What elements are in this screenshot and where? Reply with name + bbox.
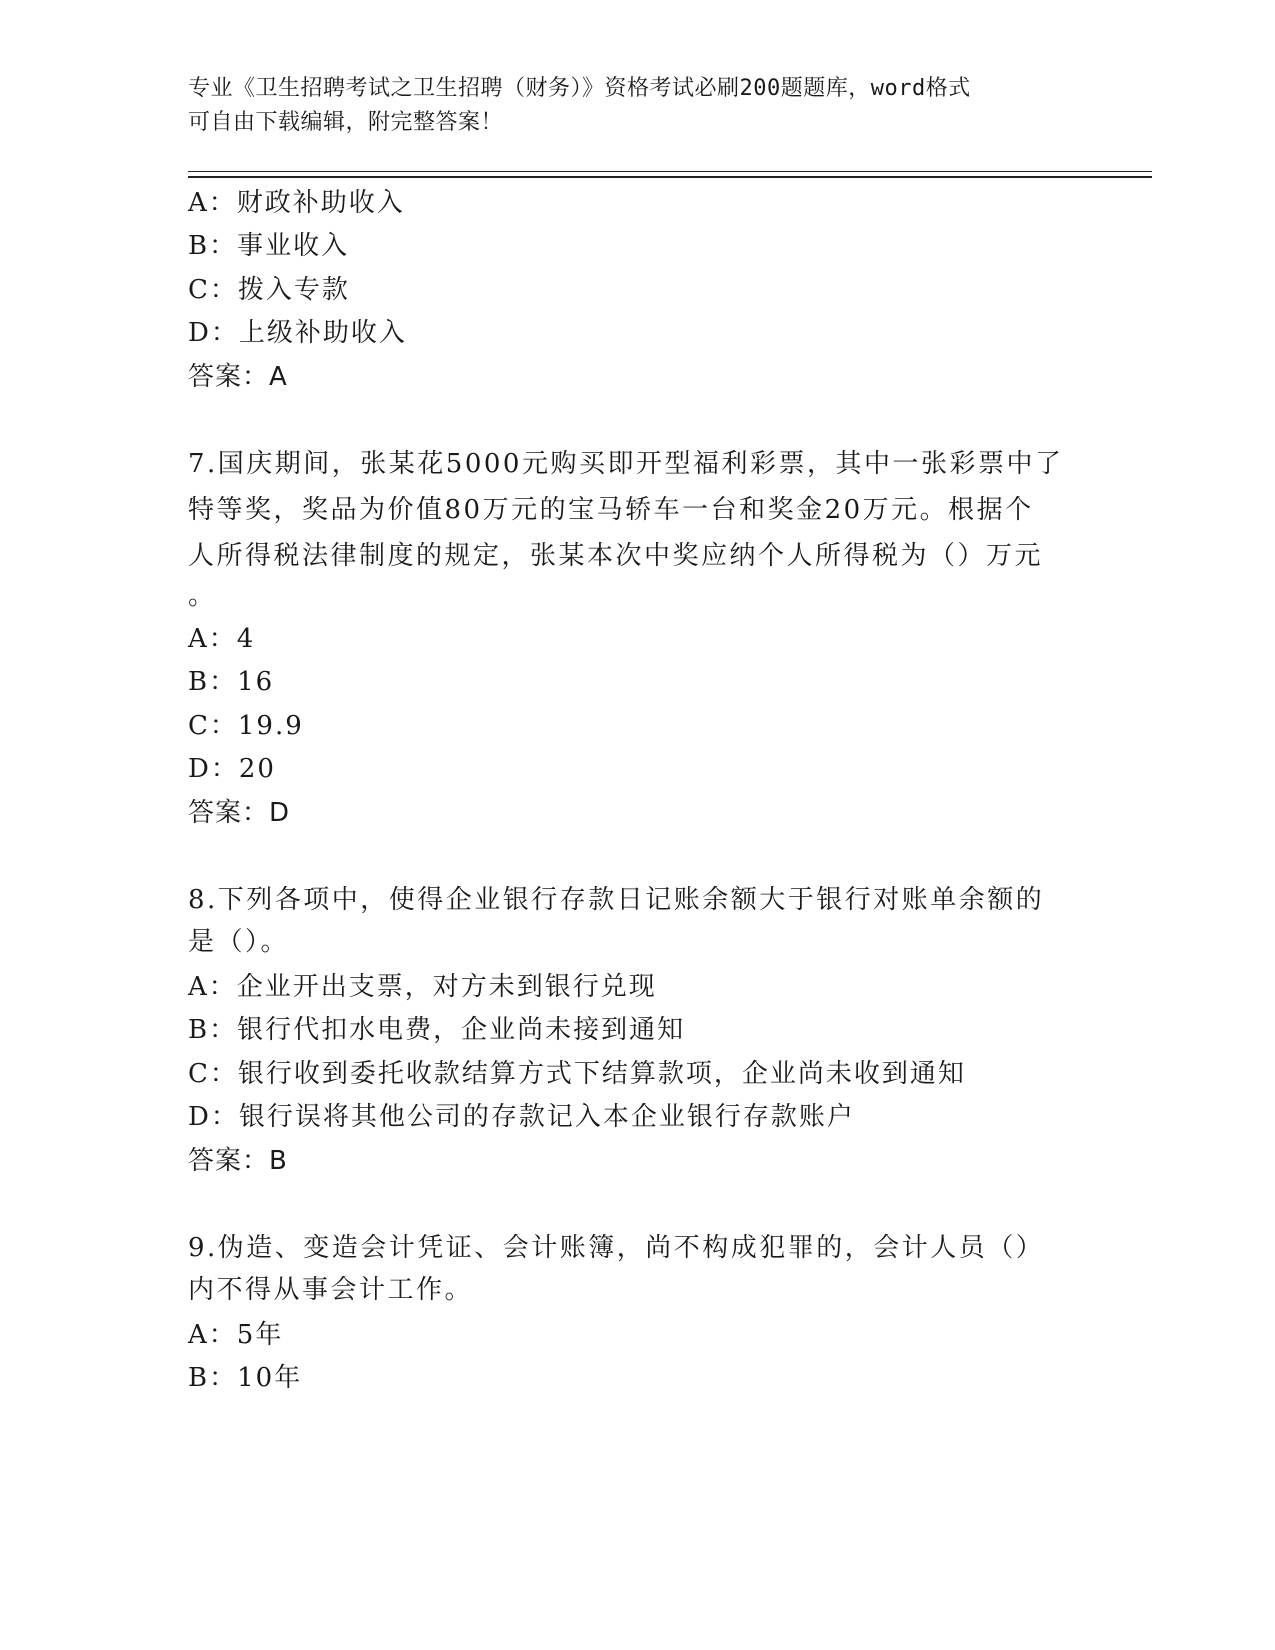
q7-stem-line-4: 。 [188, 581, 217, 611]
document-header [188, 72, 1068, 140]
q6-option-c: C：拨入专款 [188, 275, 350, 305]
q6-option-a: A：财政补助收入 [188, 188, 405, 218]
q7-option-b: B：16 [188, 667, 275, 697]
q7-option-a: A：4 [188, 624, 256, 654]
q7-stem-line-2: 特等奖，奖品为价值80万元的宝马轿车一台和奖金20万元。根据个 [188, 495, 1034, 525]
q7-answer: 答案：D [188, 798, 291, 828]
q7-stem-line-3: 人所得税法律制度的规定，张某本次中奖应纳个人所得税为（）万元 [188, 541, 1044, 571]
q8-stem [188, 877, 1068, 961]
q9-option-a: A：5年 [188, 1320, 284, 1350]
header-divider-top [188, 171, 1152, 172]
q8-option-b: B：银行代扣水电费，企业尚未接到通知 [188, 1015, 686, 1045]
q7-stem [188, 441, 1068, 613]
q8-option-a: A：企业开出支票，对方未到银行兑现 [188, 972, 657, 1002]
q8-answer: 答案：B [188, 1146, 288, 1176]
q9-option-b: B：10年 [188, 1363, 303, 1393]
q9-stem-line-1: 9.伪造、变造会计凭证、会计账簿，尚不构成犯罪的，会计人员（） [188, 1233, 1045, 1263]
q8-option-d: D：银行误将其他公司的存款记入本企业银行存款账户 [188, 1102, 855, 1132]
header-line-2: 可自由下载编辑，附完整答案！ [188, 110, 504, 135]
q6-option-b: B：事业收入 [188, 231, 350, 261]
q7-option-d: D：20 [188, 754, 276, 784]
q9-stem-line-2: 内不得从事会计工作。 [188, 1275, 474, 1305]
header-divider-bottom [188, 176, 1152, 178]
q7-option-c: C：19.9 [188, 711, 304, 741]
q8-option-c: C：银行收到委托收款结算方式下结算款项，企业尚未收到通知 [188, 1059, 966, 1089]
q7-stem-line-1: 7.国庆期间，张某花5000元购买即开型福利彩票，其中一张彩票中了 [188, 449, 1064, 479]
q6-option-d: D：上级补助收入 [188, 318, 407, 348]
q9-stem [188, 1225, 1068, 1309]
q8-stem-line-2: 是（）。 [188, 927, 290, 957]
header-line-1: 专业《卫生招聘考试之卫生招聘（财务）》资格考试必刷200题题库，word格式 [188, 76, 971, 101]
q8-stem-line-1: 8.下列各项中，使得企业银行存款日记账余额大于银行对账单余额的 [188, 885, 1045, 915]
q6-answer: 答案：A [188, 362, 288, 392]
